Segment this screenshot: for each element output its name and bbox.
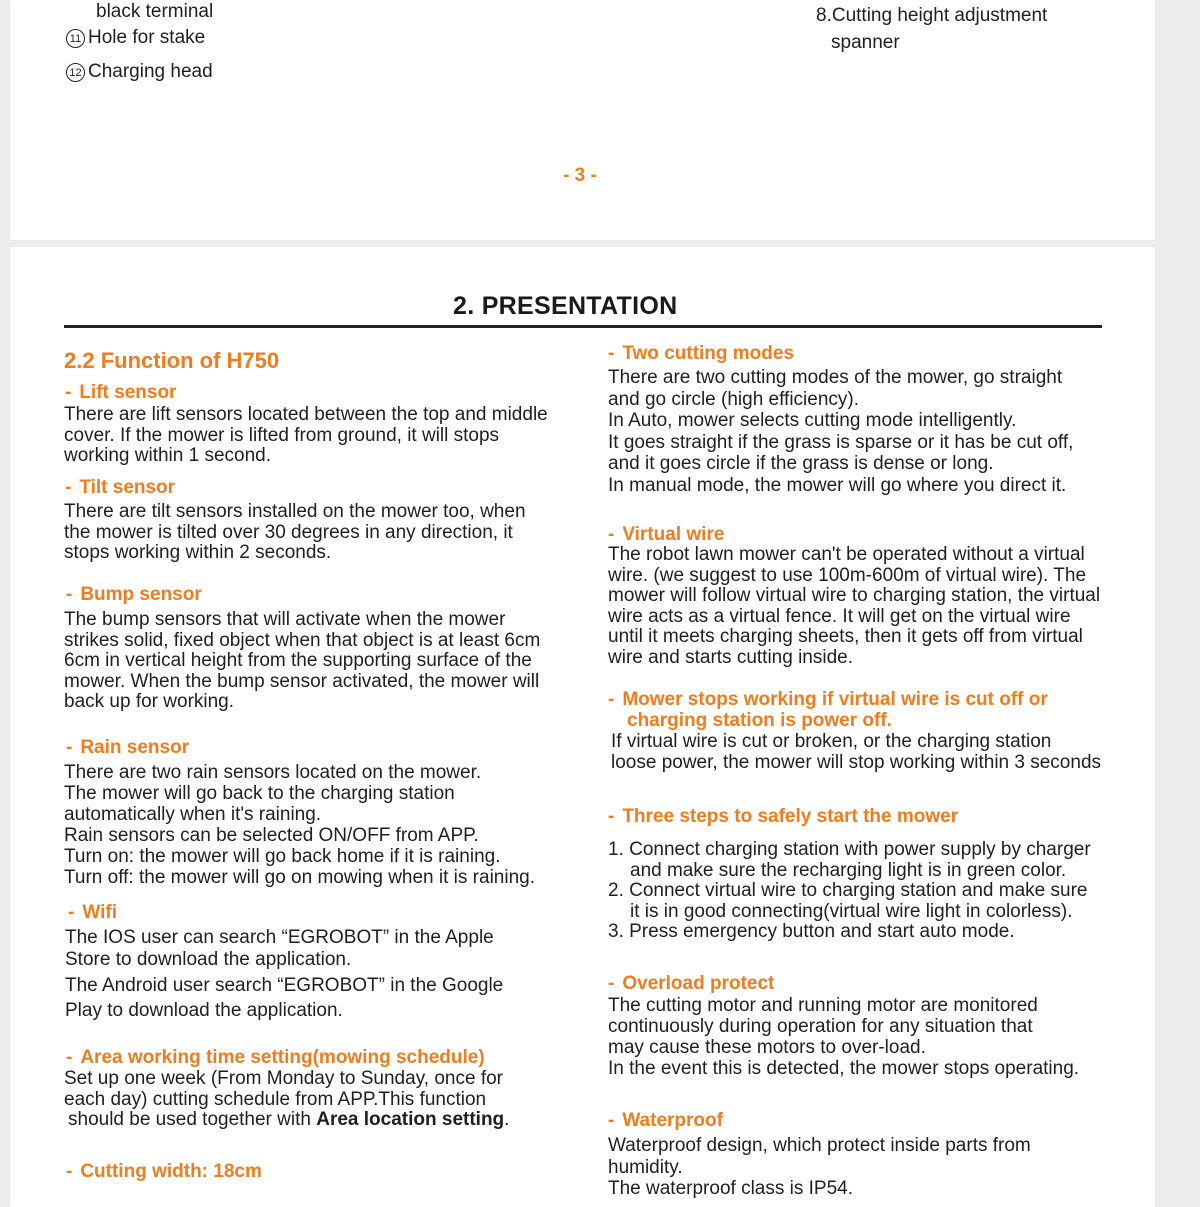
paragraph-waterproof: Waterproof design, which protect inside parts from humidity. The waterproof class is IP54. <box>608 1135 1031 1199</box>
legend-item-spanner-continued: spanner <box>831 32 900 53</box>
heading-wifi: - Wifi <box>68 902 117 923</box>
heading-waterproof: - Waterproof <box>608 1110 723 1131</box>
heading-rain-sensor: - Rain sensor <box>66 737 190 758</box>
title-rule <box>64 325 1102 328</box>
circled-number-12: 12 <box>66 63 85 82</box>
heading-two-cutting-modes: - Two cutting modes <box>608 343 795 364</box>
paragraph-mower-stops-working: If virtual wire is cut or broken, or the charging station loose power, the mower will stop working within 3 seconds <box>611 731 1102 773</box>
paragraph-rain-sensor: There are two rain sensors located on the mower. The mower will go back to the charging station automatically when it's raining. Rain sensors can be selected ON/OFF from APP. Turn on: the mower will go back home if it is raining. Turn off: the mower will go on mowing when it is raining. <box>64 762 535 888</box>
paragraph-three-steps: 1. Connect charging station with power supply by charger and make sure the recharging light is in green color. 2. Connect virtual wire to charging station and make sure it is in good connecting(virtual wire light in colorless). 3. Press emergency button and start auto mode. <box>608 839 1091 942</box>
page-number: - 3 - <box>563 165 597 186</box>
legend-item-label: Charging head <box>88 61 213 82</box>
paragraph-overload-protect: The cutting motor and running motor are monitored continuously during operation for any situation that may cause these motors to over-load. In the event this is detected, the mower stops operating. <box>608 995 1080 1079</box>
heading-lift-sensor: - Lift sensor <box>65 382 177 403</box>
heading-overload-protect: - Overload protect <box>608 973 775 994</box>
page-presentation <box>10 247 1155 1207</box>
heading-mower-stops-working: - Mower stops working if virtual wire is cut off or charging station is power off. <box>608 689 1048 731</box>
section-title: 2. PRESENTATION <box>453 292 678 320</box>
legend-item-cutting-height-spanner: 8.Cutting height adjustment <box>816 5 1048 26</box>
paragraph-two-cutting-modes: There are two cutting modes of the mower, go straight and go circle (high efficiency). In Auto, mower selects cutting mode intelligently. It goes straight if the grass is sparse or it has be cut off, and it goes circle if the grass is dense or long. In manual mode, the mower will go where you direct it. <box>608 367 1074 496</box>
legend-item-hole-for-stake <box>66 28 205 48</box>
heading-bump-sensor: - Bump sensor <box>66 584 202 605</box>
paragraph-wifi: The IOS user can search “EGROBOT” in the Apple Store to download the application. The Android user search “EGROBOT” in the Google Play to download the application. <box>65 927 504 1021</box>
paragraph-bump-sensor: The bump sensors that will activate when the mower strikes solid, fixed object when that object is at least 6cm 6cm in vertical height from the supporting surface of the mower. When the bump sensor activated, the mower will back up for working. <box>64 609 541 712</box>
heading-virtual-wire: - Virtual wire <box>608 524 725 545</box>
page-3 <box>10 0 1155 240</box>
paragraph-lift-sensor: There are lift sensors located between the top and middle cover. If the mower is lifted from ground, it will stops working within 1 second. <box>64 404 548 466</box>
paragraph-tilt-sensor: There are tilt sensors installed on the mower too, when the mower is tilted over 30 degrees in any direction, it stops working within 2 seconds. <box>64 501 526 563</box>
legend-item-charging-head <box>66 62 213 82</box>
legend-item-black-terminal: black terminal <box>96 1 214 22</box>
bold-area-location-setting: Area location setting <box>316 1109 505 1130</box>
heading-three-steps: - Three steps to safely start the mower <box>608 806 959 827</box>
circled-number-11: 11 <box>66 29 85 48</box>
subsection-title: 2.2 Function of H750 <box>64 348 280 373</box>
heading-tilt-sensor: - Tilt sensor <box>65 477 176 498</box>
heading-cutting-width: - Cutting width: 18cm <box>66 1161 262 1182</box>
paragraph-area-working-time: Set up one week (From Monday to Sunday, once for each day) cutting schedule from APP.This function should be used together with Area location setting. <box>64 1068 510 1130</box>
heading-area-working-time: - Area working time setting(mowing schedule) <box>66 1047 485 1068</box>
legend-item-label: Hole for stake <box>88 27 206 48</box>
paragraph-virtual-wire: The robot lawn mower can't be operated without a virtual wire. (we suggest to use 100m-600m of virtual wire). The mower will follow virtual wire to charging station, the virtual wire acts as a virtual fence. It will get on the virtual wire until it meets charging sheets, then it gets off from virtual wire and starts cutting inside. <box>608 544 1101 668</box>
